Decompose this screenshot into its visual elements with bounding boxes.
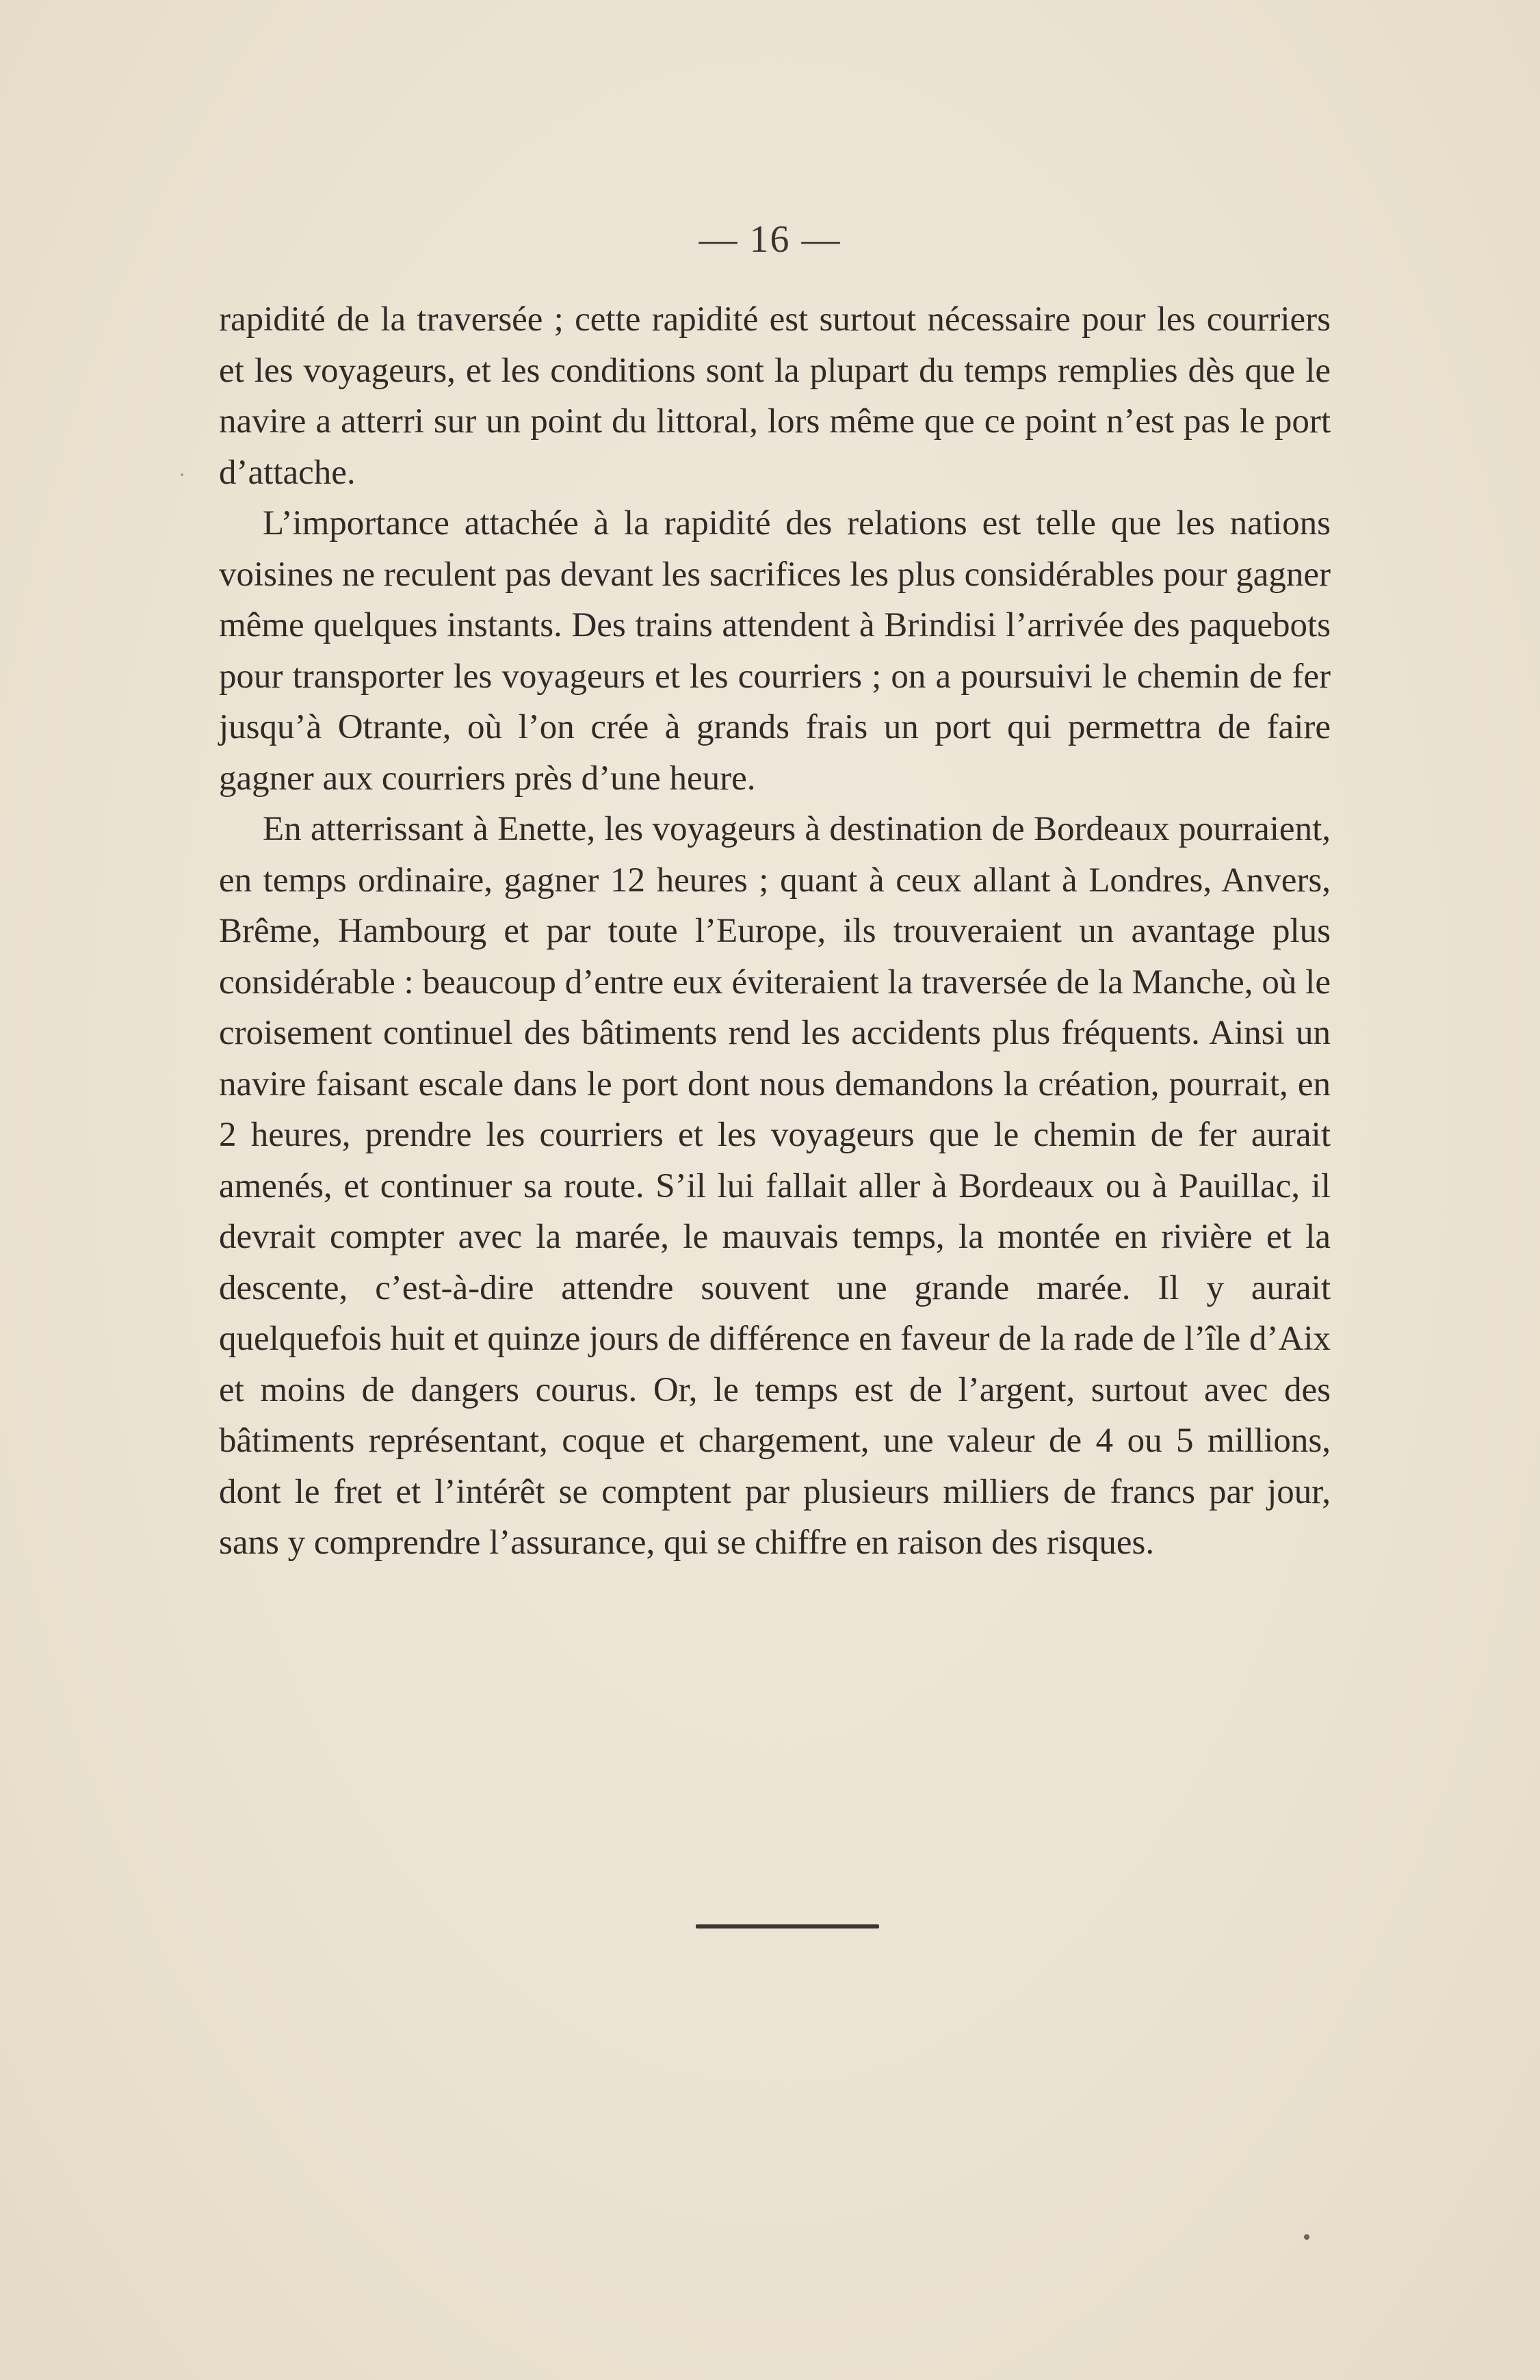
body-text	[219, 294, 1331, 1569]
paper-speck	[1304, 2234, 1309, 2240]
end-rule	[696, 1924, 879, 1928]
paragraph-1: rapidité de la traversée ; cette rapidité est surtout nécessaire pour les courriers et les voyageurs, et les conditions sont la plupart du temps remplies dès que le navire a atterri sur un point du littoral, lors même que ce point n’est pas le port d’attache.	[219, 300, 1331, 492]
paragraph-2: L’importance attachée à la rapidité des relations est telle que les nations voisines ne reculent pas devant les sacrifices les plus considérables pour gagner même quelques instants. Des trains attendent à Brindisi l’arrivée des paquebots pour transporter les voyageurs et les courriers ; on a poursuivi le chemin de fer jusqu’à Otrante, où l’on crée à grands frais un port qui permettra de faire gagner aux courriers près d’une heure.	[219, 504, 1331, 798]
paragraph-3: En atterrissant à Enette, les voyageurs à destination de Bordeaux pourraient, en temps ordinaire, gagner 12 heures ; quant à ceux allant à Londres, Anvers, Brême, Hambourg et par toute l’Europe, ils trouveraient un avantage plus considérable : beaucoup d’entre eux éviteraient la traversée de la Manche, où le croisement continuel des bâtiments rend les accidents plus fréquents. Ainsi un navire faisant escale dans le port dont nous demandons la création, pourrait, en 2 heures, prendre les courriers et les voyageurs que le chemin de fer aurait amenés, et continuer sa route. S’il lui fallait aller à Bordeaux ou à Pauillac, il devrait compter avec la marée, le mauvais temps, la montée en rivière et la descente, c’est-à-dire attendre souvent une grande marée. Il y aurait quelquefois huit et quinze jours de différence en faveur de la rade de l’île d’Aix et moins de dangers courus. Or, le temps est de l’argent, surtout avec des bâtiments représentant, coque et chargement, une valeur de 4 ou 5 millions, dont le fret et l’intérêt se comptent par plusieurs milliers de francs par jour, sans y comprendre l’assurance, qui se chiffre en raison des risques.	[219, 810, 1331, 1562]
paper-speck	[181, 473, 183, 476]
page-number: — 16 —	[699, 218, 841, 261]
